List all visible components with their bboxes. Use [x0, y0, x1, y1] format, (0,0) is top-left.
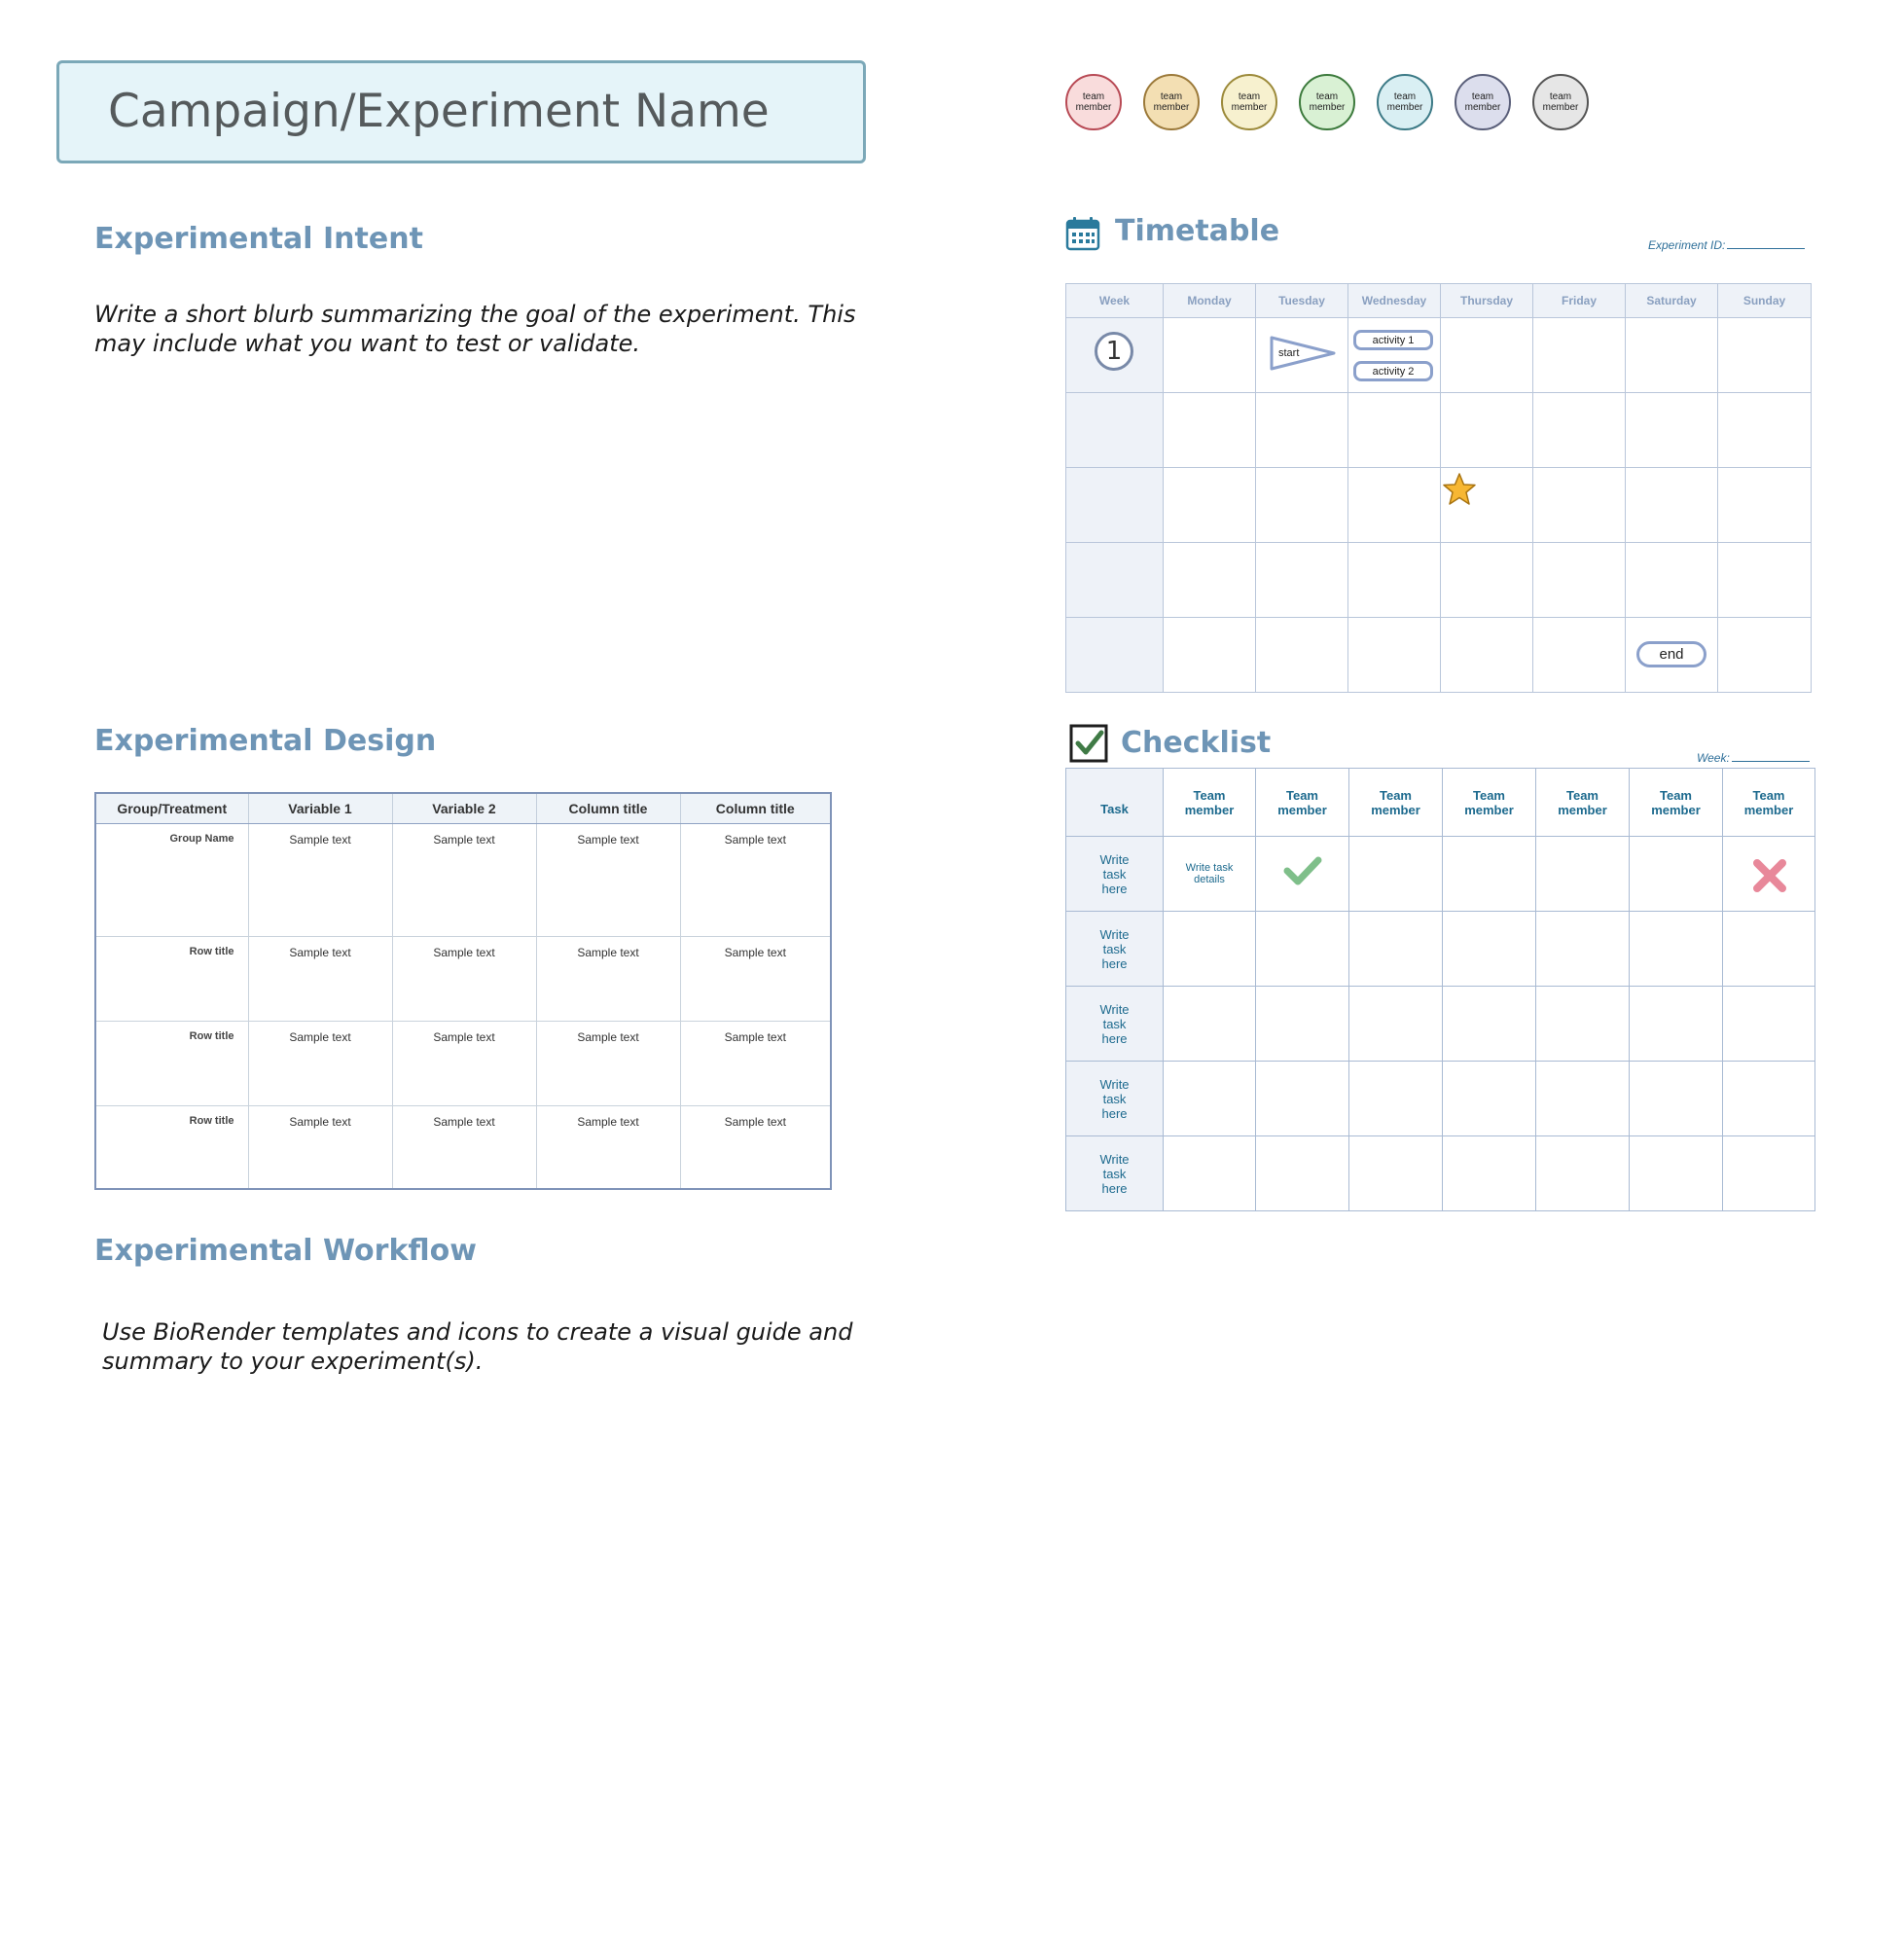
team-member-label: member [1153, 102, 1190, 113]
checkbox-icon [1069, 724, 1110, 765]
title-box [56, 60, 866, 163]
column-header: Variable 2 [392, 793, 536, 824]
check-cell[interactable] [1723, 837, 1815, 912]
day-cell[interactable] [1533, 393, 1626, 468]
column-header: Friday [1533, 284, 1626, 318]
team-member-label: member [1231, 102, 1268, 113]
day-cell[interactable] [1718, 618, 1812, 693]
check-cell[interactable] [1443, 912, 1536, 987]
day-cell[interactable] [1626, 618, 1718, 693]
member-header-label: member [1184, 802, 1235, 817]
timetable-header-row [1066, 284, 1812, 318]
check-cell[interactable] [1630, 987, 1723, 1062]
check-cell[interactable] [1630, 912, 1723, 987]
row-title[interactable]: Group Name [95, 824, 248, 937]
check-cell[interactable] [1443, 837, 1536, 912]
day-cell[interactable] [1441, 393, 1533, 468]
check-cell[interactable] [1349, 837, 1443, 912]
member-header-label: member [1464, 802, 1514, 817]
check-cell[interactable] [1630, 1136, 1723, 1211]
task-cell[interactable] [1066, 1062, 1164, 1136]
week-field[interactable] [1697, 749, 1810, 767]
week-row [1066, 468, 1812, 543]
check-cell[interactable] [1536, 1062, 1630, 1136]
team-member-label: member [1309, 102, 1346, 113]
checklist-row [1066, 1062, 1815, 1136]
member-header-label: member [1651, 802, 1701, 817]
task-label: task [1102, 1166, 1127, 1181]
check-cell[interactable] [1164, 987, 1256, 1062]
member-header-label: Team [1286, 787, 1318, 803]
column-header: Monday [1164, 284, 1256, 318]
member-header-label: Team [1752, 787, 1785, 803]
activity-1-pill[interactable]: activity 1 [1353, 330, 1433, 350]
column-header: Saturday [1626, 284, 1718, 318]
day-cell[interactable] [1626, 468, 1718, 543]
timetable-table [1065, 283, 1812, 693]
row-title[interactable]: Row title [95, 937, 248, 1022]
team-member-label: team [1238, 91, 1261, 102]
check-cell[interactable] [1536, 987, 1630, 1062]
team-member-avatar[interactable] [1065, 74, 1122, 130]
task-label: Write [1099, 1001, 1130, 1017]
column-header: Variable 1 [248, 793, 392, 824]
team-member-label: member [1464, 102, 1501, 113]
day-cell[interactable] [1718, 318, 1812, 393]
member-header [1630, 769, 1723, 837]
check-cell[interactable] [1536, 837, 1630, 912]
member-header-label: Team [1473, 787, 1505, 803]
row-title[interactable]: Row title [95, 1022, 248, 1106]
table-cell[interactable]: Sample text [680, 1022, 831, 1106]
week-cell[interactable] [1066, 318, 1164, 393]
table-row [95, 824, 831, 937]
column-header: Week [1066, 284, 1164, 318]
table-cell[interactable]: Sample text [248, 1022, 392, 1106]
check-cell[interactable] [1723, 1062, 1815, 1136]
checklist-heading: Checklist [1121, 726, 1272, 760]
column-header: Thursday [1441, 284, 1533, 318]
task-label: task [1102, 1016, 1127, 1031]
member-header-label: member [1743, 802, 1794, 817]
check-cell[interactable] [1164, 1062, 1256, 1136]
day-cell[interactable] [1533, 618, 1626, 693]
week-number-badge: 1 [1095, 332, 1133, 371]
day-cell[interactable] [1164, 468, 1256, 543]
day-cell[interactable] [1718, 468, 1812, 543]
team-member-label: team [1549, 91, 1572, 102]
task-label: Write [1099, 1076, 1130, 1092]
design-table [94, 792, 832, 1190]
task-cell[interactable] [1066, 837, 1164, 912]
team-member-avatar[interactable] [1221, 74, 1277, 130]
member-header-label: Team [1380, 787, 1412, 803]
check-cell[interactable] [1630, 837, 1723, 912]
table-cell[interactable]: Sample text [680, 824, 831, 937]
experiment-id-label: Experiment ID: [1648, 238, 1726, 252]
day-cell[interactable] [1256, 468, 1348, 543]
task-label: task [1102, 941, 1127, 956]
team-member-label: member [1542, 102, 1579, 113]
day-cell[interactable] [1441, 468, 1533, 543]
day-cell[interactable] [1533, 318, 1626, 393]
check-cell[interactable] [1723, 1136, 1815, 1211]
check-cell[interactable] [1164, 1136, 1256, 1211]
end-pill[interactable]: end [1636, 641, 1706, 667]
start-label: start [1278, 347, 1300, 359]
activity-2-pill[interactable]: activity 2 [1353, 361, 1433, 381]
table-cell[interactable]: Sample text [248, 1106, 392, 1189]
task-label: here [1101, 1180, 1128, 1196]
member-header-label: Team [1660, 787, 1692, 803]
team-member-avatar[interactable] [1143, 74, 1200, 130]
star-icon[interactable] [1442, 472, 1477, 507]
checkmark-icon[interactable] [1283, 856, 1322, 885]
team-member-label: team [1315, 91, 1339, 102]
table-cell[interactable]: Sample text [392, 1106, 536, 1189]
intent-heading: Experimental Intent [94, 222, 423, 256]
check-cell[interactable] [1630, 1062, 1723, 1136]
column-header: Group/Treatment [95, 793, 248, 824]
day-cell[interactable] [1348, 543, 1441, 618]
day-cell[interactable] [1718, 543, 1812, 618]
calendar-icon [1065, 216, 1100, 251]
day-cell[interactable] [1533, 468, 1626, 543]
check-cell[interactable] [1443, 1062, 1536, 1136]
experiment-id-field[interactable] [1648, 236, 1805, 254]
check-cell[interactable] [1349, 1062, 1443, 1136]
experiment-id-line[interactable] [1727, 248, 1805, 249]
day-cell[interactable] [1164, 318, 1256, 393]
day-cell[interactable] [1164, 618, 1256, 693]
check-cell[interactable] [1723, 912, 1815, 987]
team-member-label: member [1075, 102, 1112, 113]
task-detail-label: Write task [1185, 862, 1234, 874]
column-header: Column title [680, 793, 831, 824]
timetable-heading: Timetable [1115, 214, 1280, 248]
table-row [95, 1022, 831, 1106]
team-member-label: team [1160, 91, 1183, 102]
cross-icon[interactable] [1752, 858, 1787, 893]
week-row [1066, 618, 1812, 693]
check-cell[interactable] [1256, 837, 1349, 912]
member-header-label: Team [1193, 787, 1226, 803]
task-label: Write [1099, 1151, 1130, 1167]
task-cell[interactable] [1066, 987, 1164, 1062]
table-cell[interactable]: Sample text [680, 1106, 831, 1189]
task-label: here [1101, 955, 1128, 971]
workflow-text[interactable]: Use BioRender templates and icons to create a visual guide and summary to your experiment(s). [102, 1318, 853, 1375]
week-line[interactable] [1732, 761, 1810, 762]
check-cell[interactable] [1164, 912, 1256, 987]
table-cell[interactable]: Sample text [392, 824, 536, 937]
week-cell[interactable] [1066, 468, 1164, 543]
table-cell[interactable]: Sample text [392, 1022, 536, 1106]
day-cell[interactable] [1256, 318, 1348, 393]
table-row [95, 937, 831, 1022]
check-cell[interactable] [1256, 1136, 1349, 1211]
workflow-heading: Experimental Workflow [94, 1234, 477, 1268]
check-cell[interactable] [1256, 1062, 1349, 1136]
check-cell[interactable] [1256, 987, 1349, 1062]
member-header-label: member [1558, 802, 1607, 817]
team-member-avatar[interactable] [1532, 74, 1589, 130]
week-row [1066, 393, 1812, 468]
member-header [1164, 769, 1256, 837]
checklist-row [1066, 987, 1815, 1062]
checklist-row [1066, 1136, 1815, 1211]
day-cell[interactable] [1626, 318, 1718, 393]
day-cell[interactable] [1441, 543, 1533, 618]
day-cell[interactable] [1626, 543, 1718, 618]
day-cell[interactable] [1626, 393, 1718, 468]
table-cell[interactable]: Sample text [392, 937, 536, 1022]
check-cell[interactable] [1536, 912, 1630, 987]
day-cell[interactable] [1441, 318, 1533, 393]
team-member-avatar[interactable] [1455, 74, 1511, 130]
column-header: Sunday [1718, 284, 1812, 318]
column-header: Tuesday [1256, 284, 1348, 318]
table-cell[interactable]: Sample text [536, 937, 680, 1022]
team-member-avatar[interactable] [1299, 74, 1355, 130]
day-cell[interactable] [1348, 318, 1441, 393]
day-cell[interactable] [1348, 618, 1441, 693]
team-member-avatar[interactable] [1377, 74, 1433, 130]
check-cell[interactable] [1443, 987, 1536, 1062]
table-row [95, 1106, 831, 1189]
checklist-row [1066, 837, 1815, 912]
task-detail-cell[interactable] [1164, 837, 1256, 912]
week-label: Week: [1697, 751, 1730, 765]
week-cell[interactable] [1066, 393, 1164, 468]
column-header: Column title [536, 793, 680, 824]
table-cell[interactable]: Sample text [536, 1106, 680, 1189]
task-label: Write [1099, 851, 1130, 867]
check-cell[interactable] [1349, 912, 1443, 987]
checklist-header-row [1066, 769, 1815, 837]
day-cell[interactable] [1348, 393, 1441, 468]
task-header: Task [1066, 769, 1164, 837]
task-label: Write [1099, 926, 1130, 942]
day-cell[interactable] [1256, 393, 1348, 468]
team-member-label: team [1393, 91, 1417, 102]
team-member-label: team [1471, 91, 1494, 102]
row-title[interactable]: Row title [95, 1106, 248, 1189]
design-heading: Experimental Design [94, 724, 437, 758]
task-detail-label: details [1194, 874, 1225, 885]
column-header: Wednesday [1348, 284, 1441, 318]
member-header-label: member [1277, 802, 1327, 817]
task-cell[interactable] [1066, 912, 1164, 987]
day-cell[interactable] [1256, 543, 1348, 618]
week-cell[interactable] [1066, 543, 1164, 618]
member-header [1723, 769, 1815, 837]
checklist-row [1066, 912, 1815, 987]
task-label: task [1102, 1091, 1127, 1106]
table-cell[interactable]: Sample text [248, 937, 392, 1022]
task-label: here [1101, 881, 1128, 896]
check-cell[interactable] [1536, 1136, 1630, 1211]
team-member-label: team [1082, 91, 1105, 102]
member-header-label: member [1371, 802, 1420, 817]
checklist-table [1065, 768, 1815, 1211]
design-header-row [95, 793, 831, 824]
member-header [1443, 769, 1536, 837]
check-cell[interactable] [1349, 987, 1443, 1062]
table-cell[interactable]: Sample text [536, 824, 680, 937]
member-header [1256, 769, 1349, 837]
day-cell[interactable] [1164, 543, 1256, 618]
day-cell[interactable] [1256, 618, 1348, 693]
member-header [1536, 769, 1630, 837]
team-member-label: member [1386, 102, 1423, 113]
check-cell[interactable] [1723, 987, 1815, 1062]
task-label: task [1102, 866, 1127, 882]
day-cell[interactable] [1718, 393, 1812, 468]
table-cell[interactable]: Sample text [680, 937, 831, 1022]
day-cell[interactable] [1164, 393, 1256, 468]
intent-text[interactable]: Write a short blurb summarizing the goal of the experiment. This may include what you want to test or validate. [94, 301, 856, 357]
week-cell[interactable] [1066, 618, 1164, 693]
task-label: here [1101, 1030, 1128, 1046]
table-cell[interactable]: Sample text [248, 824, 392, 937]
task-cell[interactable] [1066, 1136, 1164, 1211]
day-cell[interactable] [1348, 468, 1441, 543]
week-row [1066, 543, 1812, 618]
check-cell[interactable] [1443, 1136, 1536, 1211]
page-title: Campaign/Experiment Name [108, 85, 770, 138]
table-cell[interactable]: Sample text [536, 1022, 680, 1106]
member-header [1349, 769, 1443, 837]
member-header-label: Team [1566, 787, 1599, 803]
task-label: here [1101, 1105, 1128, 1121]
check-cell[interactable] [1256, 912, 1349, 987]
day-cell[interactable] [1533, 543, 1626, 618]
day-cell[interactable] [1441, 618, 1533, 693]
check-cell[interactable] [1349, 1136, 1443, 1211]
week-row [1066, 318, 1812, 393]
